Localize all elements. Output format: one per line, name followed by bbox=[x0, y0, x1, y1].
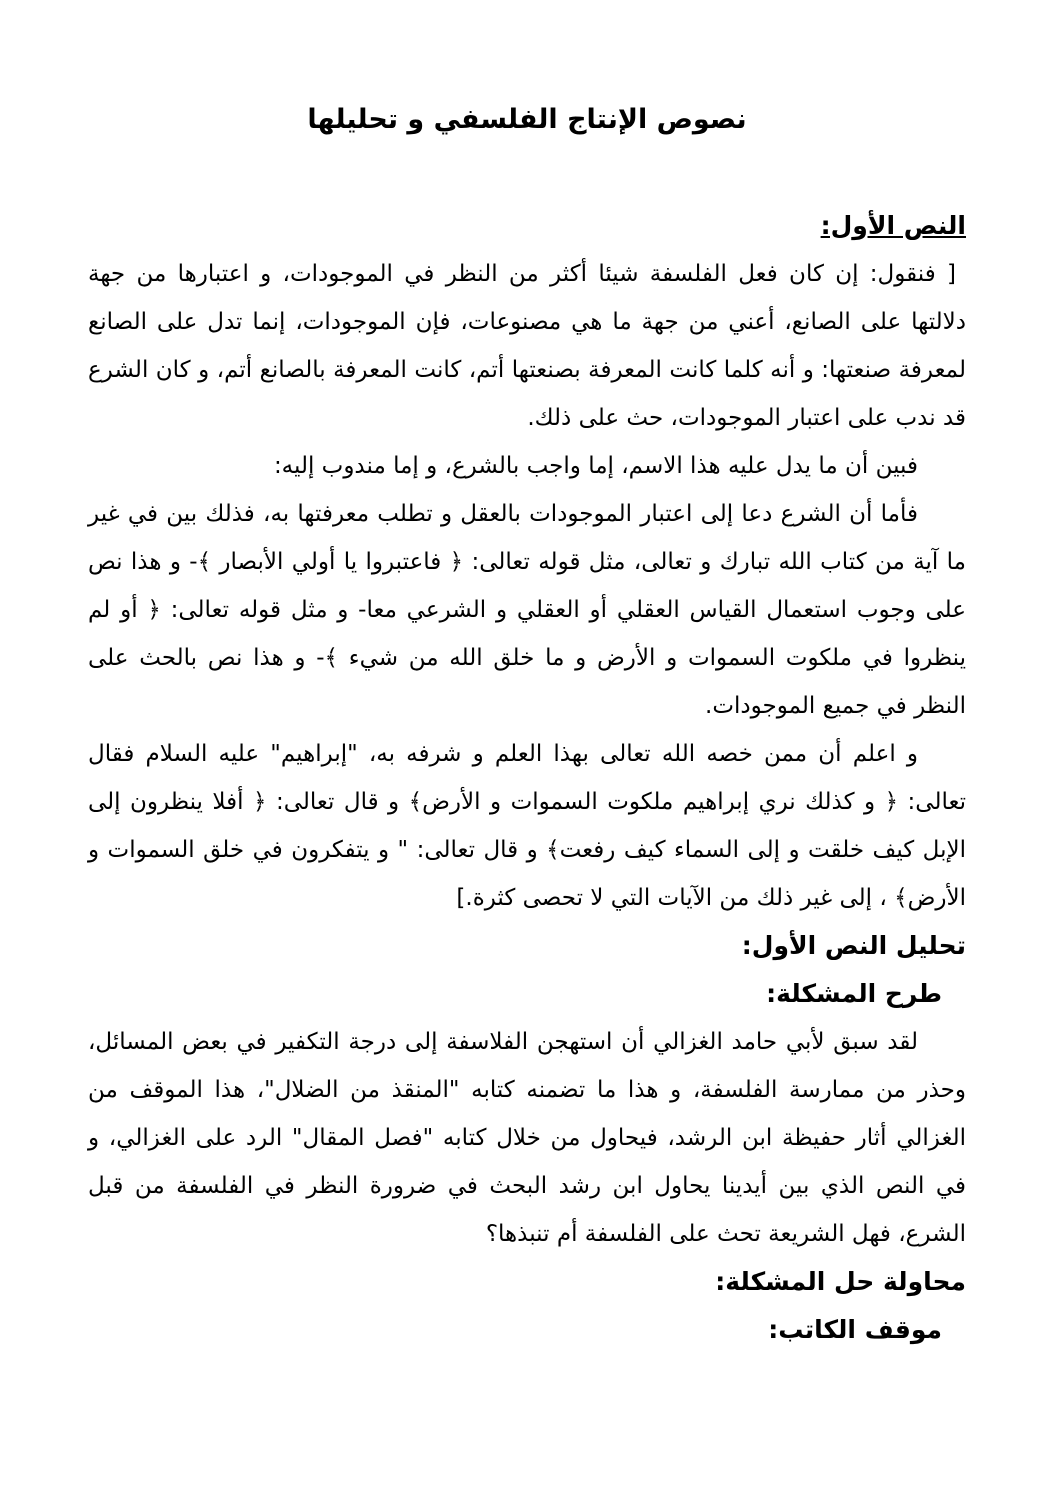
quote-paragraph-ibrahim-verses: و اعلم أن ممن خصه الله تعالى بهذا العلم و شرفه به، "إبراهيم" عليه السلام فقال تعالى: ﴿ و كذلك نري إبراهيم ملكوت السموات و الأرض﴾ و قال تعالى: ﴿ أفلا ينظرون إلى الإبل كيف خلقت و إلى السماء كيف رفعت﴾ و قال تعالى: " و يتفكرون في خلق السموات و الأرض﴾ ، إلى غير ذلك من الآيات التي لا تحصى كثرة.] bbox=[88, 741, 966, 911]
problem-statement-paragraph: لقد سبق لأبي حامد الغزالي أن استهجن الفلاسفة إلى درجة التكفير في بعض المسائل، وحذر من ممارسة الفلسفة، و هذا ما تضمنه كتابه "المنقذ من الضلال"، هذا الموقف من الغزالي أثار حفيظة ابن الرشد، فيحاول من خلال كتابه "فصل المقال" الرد على الغزالي، و في النص الذي بين أيدينا يحاول ابن رشد البحث في ضرورة النظر في الفلسفة من قبل الشرع، فهل الشريعة تحث على الفلسفة أم تنبذها؟ bbox=[88, 1029, 966, 1247]
quote-paragraph-intro: [ فنقول: إن كان فعل الفلسفة شيئا أكثر من النظر في الموجودات، و اعتبارها من جهة دلالتها على الصانع، أعني من جهة ما هي مصنوعات، فإن الموجودات، إنما تدل على الصانع لمعرفة صنعتها: و أنه كلما كانت المعرفة بصنعتها أتم، كانت المعرفة بالصانع أتم، و كان الشرع قد ندب على اعتبار الموجودات، حث على ذلك. bbox=[88, 261, 966, 431]
analysis-heading: تحليل النص الأول: bbox=[741, 931, 966, 960]
solution-attempt-heading: محاولة حل المشكلة: bbox=[715, 1267, 966, 1296]
section-heading-first-text: النص الأول: bbox=[820, 211, 966, 240]
page-title: نصوص الإنتاج الفلسفي و تحليلها bbox=[307, 104, 747, 135]
author-position-heading: موقف الكاتب: bbox=[768, 1315, 942, 1344]
quote-paragraph-classification: فبين أن ما يدل عليه هذا الاسم، إما واجب بالشرع، و إما مندوب إليه: bbox=[273, 453, 918, 479]
problem-statement-heading: طرح المشكلة: bbox=[766, 979, 942, 1008]
quote-paragraph-sharia-evidence: فأما أن الشرع دعا إلى اعتبار الموجودات بالعقل و تطلب معرفتها به، فذلك بين في غير ما آية من كتاب الله تبارك و تعالى، مثل قوله تعالى: ﴿ فاعتبروا يا أولي الأبصار ﴾- و هذا نص على وجوب استعمال القياس العقلي أو العقلي و الشرعي معا- و مثل قوله تعالى: ﴿ أو لم ينظروا في ملكوت السموات و الأرض و ما خلق الله من شيء ﴾- و هذا نص بالحث على النظر في جميع الموجودات. bbox=[88, 501, 966, 719]
